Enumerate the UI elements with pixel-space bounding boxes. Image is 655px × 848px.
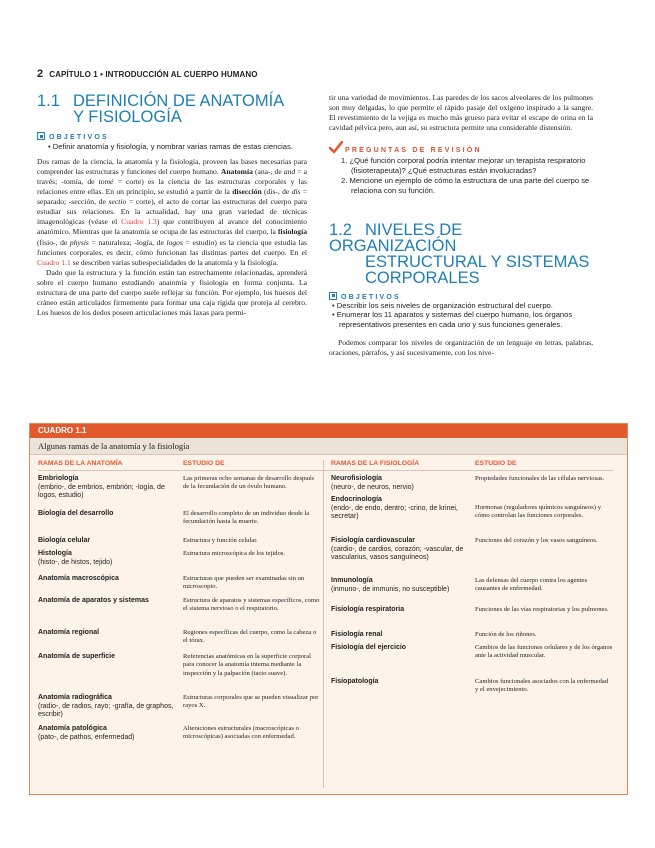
heading-line: Y FISIOLOGÍA <box>73 108 182 126</box>
objective-item: • Describir los seis niveles de organización estructural del cuerpo. <box>329 301 593 311</box>
body-paragraph: Dos ramas de la ciencia, la anatomía y la fisiología, proveen las bases necesarias para comprender las estructuras y funciones del cuerpo humano. Anatomía (ana-, de and = a través; -tomía, de tomé = corte) es la ciencia de las estructuras corporales y las relaciones entre ellas. En un principio, se estudió a partir de la disección (dis-, de dis = separado; -sección, de sectio = corte), el acto de cortar las estructuras del cuerpo para estudiar sus relaciones. En la actualidad, hay una gran variedad de técnicas imagenológicas (véase el Cuadro 1.3) que contribuyen al avance del conocimiento anatómico. Mientras que la anatomía se ocupa de las estructuras del cuerpo, la fisiología (fisio-, de physis = naturaleza; -logía, de logos = estudio) es la ciencia que estudia las funciones corporales, es decir, cómo funcionan las distintas partes del cuerpo. En el Cuadro 1.1 se describen varias subespecialidades de la anatomía y la fisiología. <box>37 156 308 267</box>
running-head <box>37 68 258 80</box>
heading-line: ESTRUCTURAL Y SISTEMAS <box>365 252 590 271</box>
right-column <box>329 93 593 358</box>
page-number: 2 <box>37 68 44 80</box>
review-questions <box>329 141 593 195</box>
objective-item: • Definir anatomía y fisiología, y nombrar varias ramas de estas ciencias. <box>37 142 307 152</box>
table-row: Fisiología renal Función de los riñones. <box>331 631 537 638</box>
table-label: CUADRO 1.1 <box>30 424 627 438</box>
objectives-label: OBJETIVOS <box>329 292 593 301</box>
table-row: Anatomía de aparatos y sistemas Estructura de aparatos y sistemas específicos, como el sistema nervioso o el respiratorio. <box>38 597 320 613</box>
table-row: Anatomía regional Regiones específicas del cuerpo, como la cabeza o el tórax. <box>38 629 317 645</box>
section-1-1 <box>37 93 307 318</box>
physiology-rows <box>331 475 621 708</box>
body-paragraph: tir una variedad de movimientos. Las paredes de los sacos alveolares de los pulmones son muy delgadas, lo que permite el rápido pasaje del oxígeno inspirado a la sangre. El revestimiento de la vejiga es mucho más grueso para evitar el escape de orina en la cavidad pélvica pero, aun así, su estructura permite una considerable distensión. <box>329 93 593 133</box>
heading-line: DEFINICIÓN DE ANATOMÍA <box>73 92 285 110</box>
running-title: CAPÍTULO 1 • INTRODUCCIÓN AL CUERPO HUMANO <box>49 70 258 79</box>
objectives-icon <box>37 132 45 140</box>
table-row: Anatomía de superficie Referencias anatómicas en la superficie corporal para conocer la anatomía interna mediante la inspección y la palpación (tacto suave). <box>38 653 311 677</box>
cuadro-1-1-link[interactable]: Cuadro 1.1 <box>37 257 71 267</box>
table-row: Neurofisiología (neuro-, de neuros, nervio) Propiedades funcionales de las células nerviosas. <box>331 475 605 491</box>
review-item: 1. ¿Qué función corporal podría intentar mejorar un terapista respiratorio (fisioterapeuta)? ¿Qué estructuras están involucradas? <box>341 156 586 176</box>
cuadro-1-3-link[interactable]: Cuadro 1.3 <box>121 217 157 227</box>
table-row: Anatomía radiográfica (radio-, de radios, rayo; -grafía, de graphos, escribir) Estructuras corporales que se pueden visualizar por rayos X. <box>38 694 319 719</box>
review-item: 2. Mencione un ejemplo de cómo la estructura de una parte del cuerpo se relaciona con su función. <box>341 175 590 195</box>
table-row: Endocrinología (endo-, de endo, dentro; -crino, de krinei, secretar) Hormonas (reguladores químicos sanguíneos) y cómo controlan las funciones corporales. <box>331 496 601 521</box>
anatomy-rows <box>38 475 320 755</box>
col-header: RAMAS DE LA ANATOMÍA <box>38 460 123 467</box>
check-icon <box>329 141 343 154</box>
heading-line: NIVELES DE ORGANIZACIÓN <box>329 220 463 255</box>
objectives-block <box>329 292 593 330</box>
table-row: Biología celular Estructura y función celular. <box>38 537 258 544</box>
table-caption: Algunas ramas de la anatomía y la fisiología <box>30 438 627 455</box>
table-row: Fisiología del ejercicio Cambios de las funciones celulares y de los órganos ante la actividad muscular. <box>331 644 613 660</box>
table-row: Fisiología cardiovascular (cardio-, de cardios, corazón; -vascular, de vascularius, vasos sanguíneos) Funciones del corazón y los vasos sanguíneos. <box>331 537 598 562</box>
section-1-1-heading <box>37 93 307 125</box>
table-row: Inmunología (inmuno-, de immunis, no susceptible) Las defensas del cuerpo contra los agentes causantes de enfermedad. <box>331 577 588 593</box>
heading-line: CORPORALES <box>365 268 480 287</box>
table-row: Biología del desarrollo El desarrollo completo de un individuo desde la fecundación hasta la muerte. <box>38 510 310 526</box>
col-header: ESTUDIO DE <box>475 460 517 467</box>
objectives-icon <box>329 292 337 300</box>
body-paragraph: Podemos comparar los niveles de organización de un lenguaje en letras, palabras, oraciones, párrafos, y así sucesivamente, con los nive- <box>329 337 593 358</box>
table-row: Anatomía patológica (pato-, de pathos, enfermedad) Alteraciones estructurales (macroscópicas o microscópicas) asociadas con enfermedad. <box>38 725 299 741</box>
table-row: Anatomía macroscópica Estructuras que pueden ser examinadas sin un microscopio. <box>38 575 305 591</box>
section-1-2-heading <box>329 222 593 286</box>
objectives-label: OBJETIVOS <box>37 132 307 141</box>
section-number: 1.1 <box>37 92 60 110</box>
table-row: Histología (histo-, de histos, tejido) Estructura microscópica de los tejidos. <box>38 550 285 566</box>
col-header: RAMAS DE LA FISIOLOGÍA <box>331 460 420 467</box>
table-row: Fisiopatología Cambios funcionales asociados con la enfermedad y el envejecimiento. <box>331 678 609 694</box>
column-divider <box>323 460 324 788</box>
review-label: PREGUNTAS DE REVISIÓN <box>329 141 593 154</box>
table-row: Embriología (embrio-, de embrios, embrión; -logía, de logos, estudio) Las primeras ocho semanas de desarrollo después de la fecundación de un óvulo humano. <box>38 475 315 500</box>
col-header: ESTUDIO DE <box>183 460 225 467</box>
section-number: 1.2 <box>329 220 352 239</box>
body-paragraph: Dado que la estructura y la función están tan estrechamente relacionadas, aprenderá sobre el cuerpo humano estudiando anatomía y fisiología en forma conjunta. La estructura de una parte del cuerpo suele reflejar su función. Por ejemplo, los huesos del cráneo están articulados firmemente para formar una caja rígida que proteja al cerebro. Los huesos de los dedos poseen articulaciones más laxas para permi- <box>37 267 307 318</box>
objective-item: • Enumerar los 11 aparatos y sistemas del cuerpo humano, los órganos representativos presentes en cada uno y sus funciones generales. <box>329 310 593 330</box>
cuadro-1-1-table <box>29 423 628 795</box>
objectives-block <box>37 132 307 152</box>
table-row: Fisiología respiratoria Funciones de las vías respiratorias y los pulmones. <box>331 606 609 613</box>
